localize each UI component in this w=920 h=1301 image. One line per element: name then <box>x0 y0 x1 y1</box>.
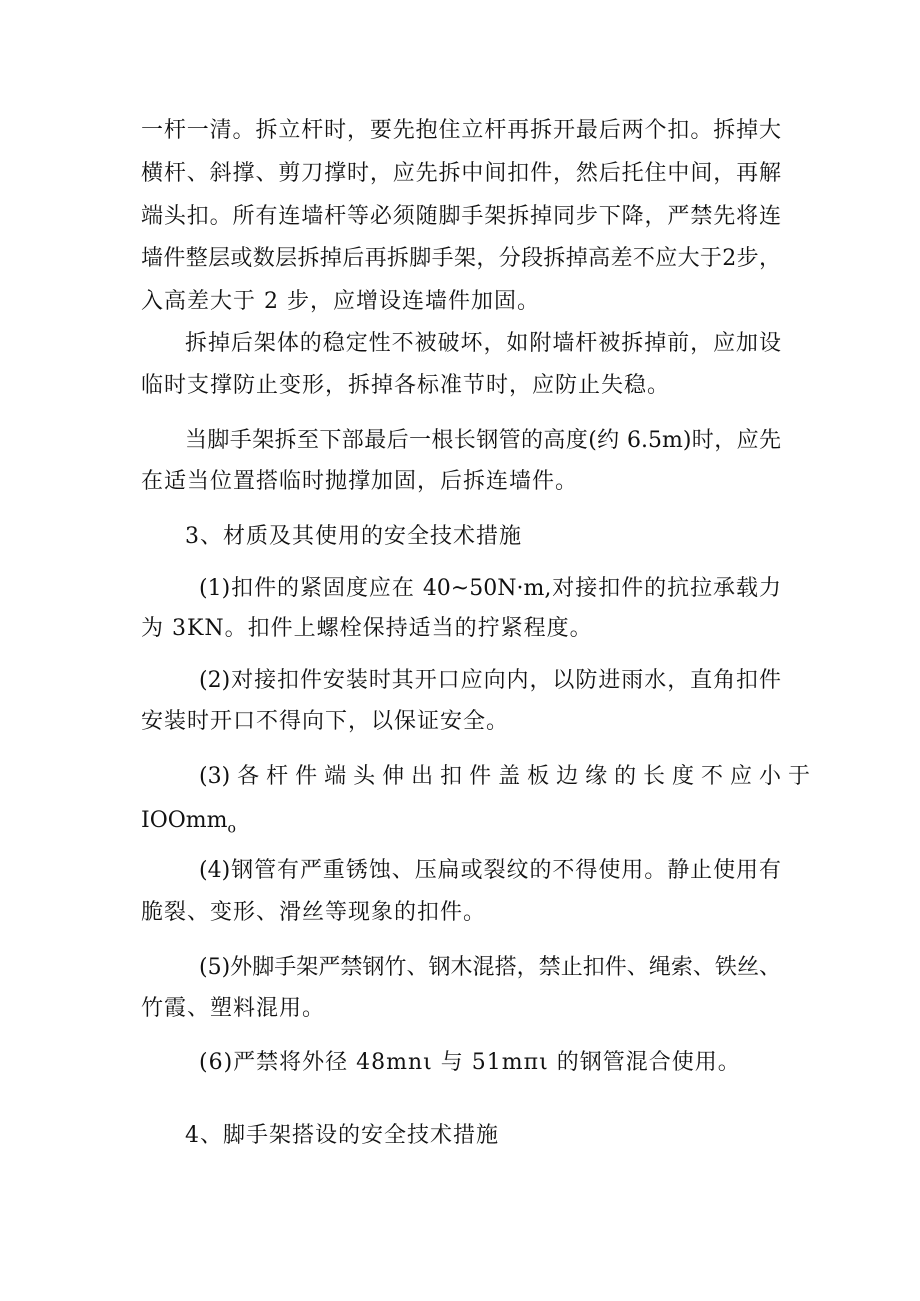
text-line: 安装时开口不得向下，以保证安全。 <box>141 709 510 734</box>
text-line: 拆掉后架体的稳定性不被破坏，如附墙杆被拆掉前，应加设 <box>185 331 781 356</box>
text-line: 在适当位置搭临时抛撑加固，后拆连墙件。 <box>141 469 579 494</box>
text-line: 墙件整层或数层拆掉后再拆脚手架，分段拆掉高差不应大于2步， <box>141 246 781 271</box>
section-heading-4: 4、脚手架搭设的安全技术措施 <box>185 1123 499 1148</box>
text-line: 端头扣。所有连墙杆等必须随脚手架拆掉同步下降，严禁先将连 <box>141 204 781 229</box>
text-line: 脆裂、变形、滑丝等现象的扣件。 <box>141 900 487 925</box>
text-line: 当脚手架拆至下部最后一根长钢管的高度(约 6.5m)时，应先 <box>185 428 781 453</box>
text-suffix: o <box>227 820 236 837</box>
text-line: (2)对接扣件安装时其开口应向内，以防进雨水，直角扣件 <box>199 668 781 693</box>
text-line: (6)严禁将外径 48mnι 与 51mπι 的钢管混合使用。 <box>199 1050 741 1075</box>
section-heading-3: 3、材质及其使用的安全技术措施 <box>185 524 522 549</box>
text-line: (4)钢管有严重锈蚀、压扁或裂纹的不得使用。静止使用有 <box>199 858 781 883</box>
text-line <box>141 804 781 838</box>
text-line: 临时支撑防止变形，拆掉各标准节时，应防止失稳。 <box>141 373 671 398</box>
text-line: (1)扣件的紧固度应在 40~50N·m,对接扣件的抗拉承载力 <box>199 576 781 601</box>
text-line: (3) 各 杆 件 端 头 伸 出 扣 件 盖 板 边 缘 的 长 度 不 应 小 于 <box>199 764 811 789</box>
text-value: IOOmm <box>141 808 228 833</box>
text-line: 入高差大于 2 步，应增设连墙件加固。 <box>141 289 540 314</box>
text-line: (5)外脚手架严禁钢竹、钢木混搭，禁止扣件、绳索、铁丝、 <box>199 955 781 980</box>
text-line: 为 3KN。扣件上螺栓保持适当的拧紧程度。 <box>141 616 593 641</box>
text-line: 横杆、斜撑、剪刀撑时，应先拆中间扣件，然后托住中间，再解 <box>141 161 781 186</box>
text-line: 一杆一清。拆立杆时，要先抱住立杆再拆开最后两个扣。拆掉大 <box>141 118 781 143</box>
text-line: 竹霞、塑料混用。 <box>141 996 326 1021</box>
